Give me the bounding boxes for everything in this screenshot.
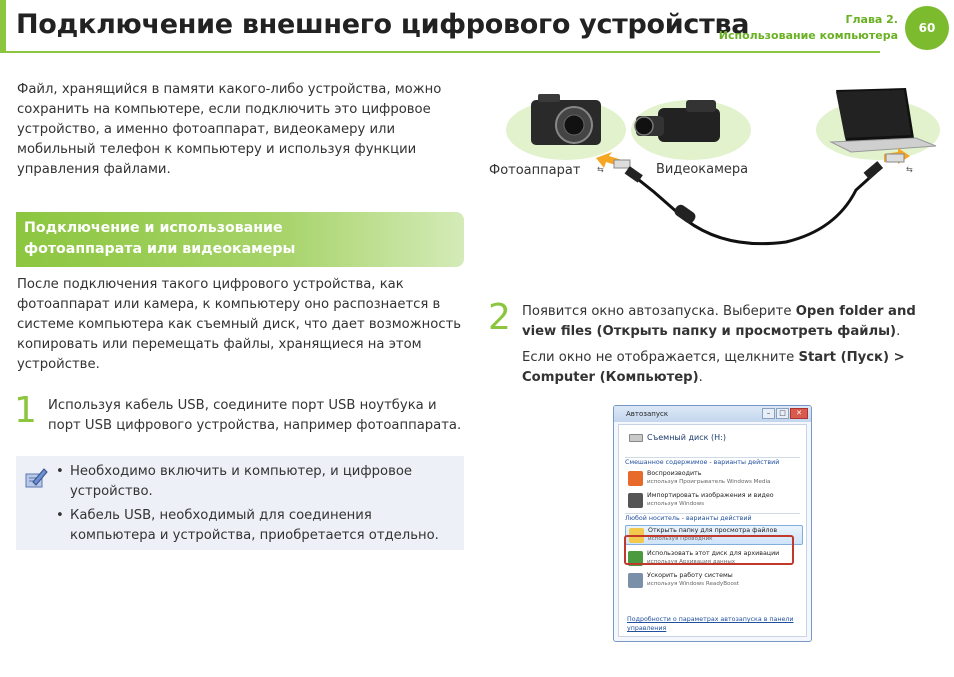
section-title-line2: фотоаппарата или видеокамеры: [24, 241, 296, 257]
drive-label: Съемный диск (H:): [647, 433, 726, 442]
group-divider: [625, 457, 800, 458]
autoplay-window: [613, 405, 812, 642]
step-2-open-folder-term: Open folder and view files (Открыть папку и просмотреть файлы): [522, 304, 916, 339]
readyboost-icon: [628, 573, 643, 588]
page-number-badge: 60: [905, 6, 949, 50]
header-accent-bar: [0, 0, 6, 52]
option-title: Импортировать изображения и видео: [647, 492, 774, 499]
autoplay-body: [618, 424, 807, 637]
intro-paragraph: Файл, хранящийся в памяти какого-либо устройства, можно сохранить на компьютере, если подключить это цифровое устройство, а именно фотоаппарат, видеокамеру или мобильный телефон к компьютеру и используя функции управления файлами.: [17, 82, 442, 177]
step-2-alt-prefix: Если окно не отображается, щелкните: [522, 350, 799, 365]
option-subtitle: используя Архивация данных: [647, 559, 736, 565]
camera-icon: [531, 94, 601, 145]
section-heading-box: [16, 212, 464, 267]
step-1-number: 1: [14, 390, 37, 431]
option-title: Использовать этот диск для архивации: [647, 550, 780, 557]
highlight-frame: [624, 535, 794, 565]
option-title: Воспроизводить: [647, 470, 702, 477]
option-title: Ускорить работу системы: [647, 572, 733, 579]
close-icon[interactable]: ✕: [790, 408, 808, 419]
group-mixed-content: Смешанное содержимое - варианты действий: [625, 459, 780, 466]
step-2-text-prefix: Появится окно автозапуска. Выберите: [522, 304, 796, 319]
camera-caption: Фотоаппарат: [489, 163, 581, 178]
page-header: [0, 0, 954, 55]
section-paragraph: После подключения такого цифрового устройства, как фотоаппарат или камера, к компьютеру оно распознается в системе компьютера как съемный диск, что дает возможность копировать или перемещать файлы, хранящиеся на этом устройстве.: [17, 277, 462, 372]
step-2-text: [522, 302, 942, 342]
option-import[interactable]: [625, 491, 803, 511]
step-2-text-suffix: .: [896, 324, 901, 339]
page-title: Подключение внешнего цифрового устройства: [16, 9, 750, 40]
step-2-start-computer-term: Start (Пуск) > Computer (Компьютер): [522, 350, 905, 385]
option-subtitle: используя Проигрыватель Windows Media: [647, 479, 771, 485]
chapter-name: Использование компьютера: [718, 29, 898, 42]
autoplay-settings-link[interactable]: Подробности о параметрах автозапуска в панели управления: [627, 616, 794, 632]
camera-import-icon: [628, 493, 643, 508]
step-2-alt-text: [522, 348, 942, 388]
autoplay-titlebar: [614, 406, 811, 422]
option-subtitle: используя Проводник: [648, 536, 713, 542]
option-subtitle: используя Windows ReadyBoost: [647, 581, 739, 587]
svg-text:⇆: ⇆: [597, 165, 604, 174]
note-item: • Необходимо включить и компьютер, и цифровое устройство.: [54, 462, 454, 502]
section-title-line1: Подключение и использование: [24, 220, 283, 236]
note-list: [54, 462, 454, 550]
autoplay-window-title: Автозапуск: [626, 410, 669, 418]
svg-text:⇆: ⇆: [906, 165, 913, 174]
option-readyboost[interactable]: [625, 571, 803, 591]
note-pencil-icon: [24, 466, 48, 490]
step-2-number: 2: [488, 297, 511, 338]
videocamera-caption: Видеокамера: [656, 162, 749, 177]
step-2-alt-suffix: .: [698, 370, 703, 385]
media-player-icon: [628, 471, 643, 486]
chapter-label: [719, 12, 898, 44]
step-1-text: Используя кабель USB, соедините порт USB ноутбука и порт USB цифрового устройства, например фотоаппарата.: [48, 398, 462, 433]
minimize-icon[interactable]: –: [762, 408, 775, 419]
group-any-media: Любой носитель - варианты действий: [625, 515, 752, 522]
maximize-icon[interactable]: □: [776, 408, 789, 419]
option-title: Открыть папку для просмотра файлов: [648, 527, 778, 534]
removable-drive-icon: [629, 434, 643, 442]
note-item: • Кабель USB, необходимый для соединения компьютера и устройства, приобретается отдельно.: [54, 506, 454, 546]
option-subtitle: используя Windows: [647, 501, 705, 507]
chapter-number: Глава 2.: [845, 13, 898, 26]
note-box: [16, 456, 464, 550]
header-divider: [0, 51, 880, 53]
option-play[interactable]: [625, 469, 803, 489]
group-divider: [625, 513, 800, 514]
